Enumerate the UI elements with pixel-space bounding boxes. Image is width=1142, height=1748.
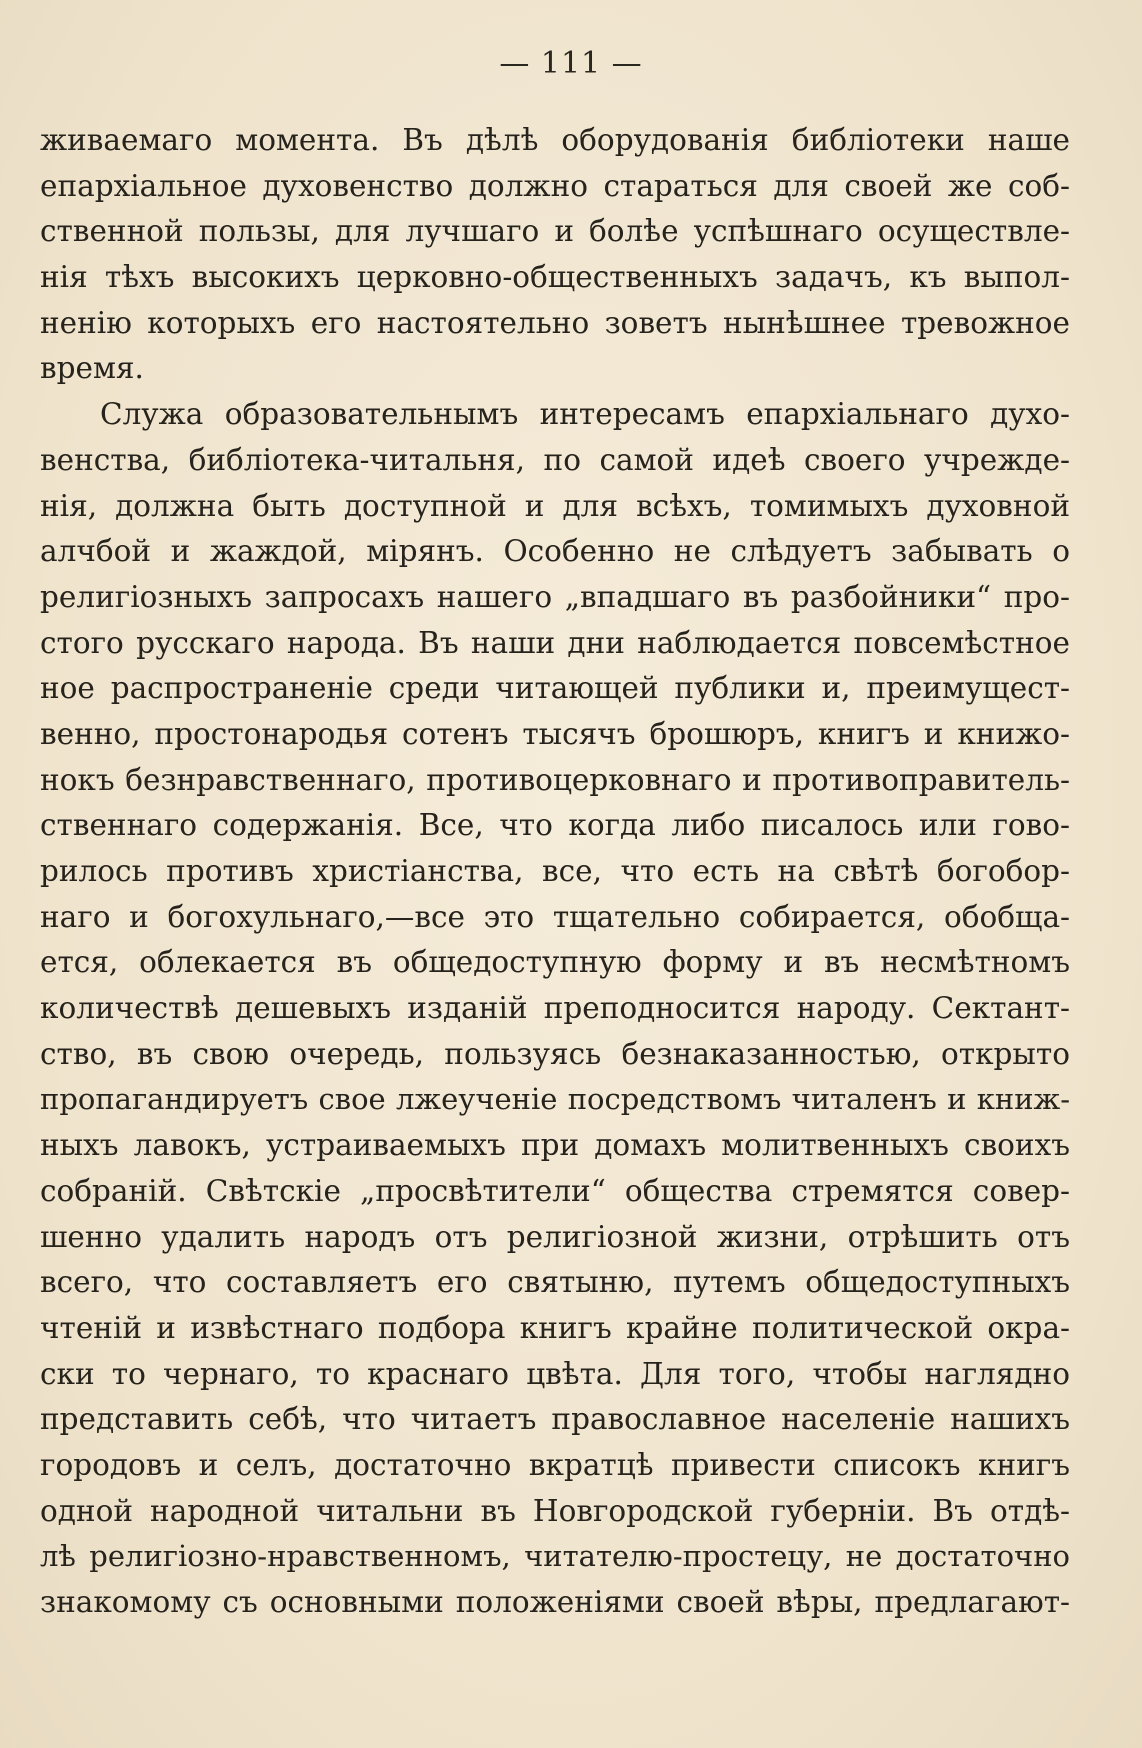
text-line: ски то чернаго, то краснаго цвѣта. Для того, чтобы наглядно <box>40 1356 1070 1391</box>
text-line: шенно удалить народъ отъ религіозной жизни, отрѣшить отъ <box>40 1219 1070 1254</box>
text-line: нія, должна быть доступной и для всѣхъ, томимыхъ духовной <box>40 488 1070 523</box>
text-line: представить себѣ, что читаетъ православное населеніе нашихъ <box>40 1402 1070 1437</box>
text-line: венно, простонародья сотенъ тысячъ брошюръ, книгъ и книжо- <box>40 716 1070 751</box>
text-line: ненію которыхъ его настоятельно зоветъ нынѣшнее тревожное <box>40 305 1070 340</box>
text-line: ется, облекается въ общедоступную форму и въ несмѣтномъ <box>40 945 1070 980</box>
text-line: рилось противъ христіанства, все, что есть на свѣтѣ богобор- <box>40 854 1070 888</box>
text-line: живаемаго момента. Въ дѣлѣ оборудованія библіотеки наше <box>40 123 1070 157</box>
text-line: венства, библіотека-читальня, по самой идеѣ своего учрежде- <box>40 442 1070 477</box>
text-line: знакомому съ основными положеніями своей вѣры, предлагают- <box>40 1585 1070 1619</box>
text-line: лѣ религіозно-нравственномъ, читателю-простецу, не достаточно <box>40 1539 1070 1574</box>
text-line: время. <box>40 351 144 386</box>
text-line: одной народной читальни въ Новгородской губерніи. Въ отдѣ- <box>40 1493 1070 1528</box>
text-line: религіозныхъ запросахъ нашего „впадшаго въ разбойники“ про- <box>40 579 1070 614</box>
text-line: городовъ и селъ, достаточно вкратцѣ привести списокъ книгъ <box>40 1447 1070 1482</box>
text-line: собраній. Свѣтскіе „просвѣтители“ общества стремятся совер- <box>40 1173 1070 1208</box>
text-line: ныхъ лавокъ, устраиваемыхъ при домахъ молитвенныхъ своихъ <box>40 1128 1070 1163</box>
text-line: всего, что составляетъ его святыню, путемъ общедоступныхъ <box>40 1265 1070 1300</box>
text-line: нокъ безнравственнаго, противоцерковнаго и противоправитель- <box>40 762 1070 797</box>
text-line: чтеній и извѣстнаго подбора книгъ крайне политической окра- <box>40 1310 1070 1345</box>
text-line: ство, въ свою очередь, пользуясь безнаказанностью, открыто <box>40 1036 1070 1071</box>
text-line: ственнаго содержанія. Все, что когда либо писалось или гово- <box>40 808 1070 843</box>
body-text <box>40 118 1070 1626</box>
page-number: — 111 — <box>499 46 643 81</box>
text-line: Служа образовательнымъ интересамъ епархіальнаго духо- <box>100 397 1070 432</box>
text-line: количествѣ дешевыхъ изданій преподносится народу. Сектант- <box>40 991 1070 1026</box>
text-line: наго и богохульнаго,—все это тщательно собирается, обобща- <box>40 899 1070 934</box>
text-line: епархіальное духовенство должно стараться для своей же соб- <box>40 168 1070 203</box>
text-line: ное распространеніе среди читающей публики и, преимущест- <box>40 671 1070 706</box>
text-line: стого русскаго народа. Въ наши дни наблюдается повсемѣстное <box>40 625 1070 660</box>
text-line: нія тѣхъ высокихъ церковно-общественныхъ задачъ, къ выпол- <box>40 260 1070 295</box>
text-line: ственной пользы, для лучшаго и болѣе успѣшнаго осуществле- <box>40 214 1070 249</box>
text-line: алчбой и жаждой, мірянъ. Особенно не слѣдуетъ забывать о <box>40 534 1070 569</box>
text-line: пропагандируетъ свое лжеученіе посредствомъ читаленъ и книж- <box>40 1082 1070 1117</box>
